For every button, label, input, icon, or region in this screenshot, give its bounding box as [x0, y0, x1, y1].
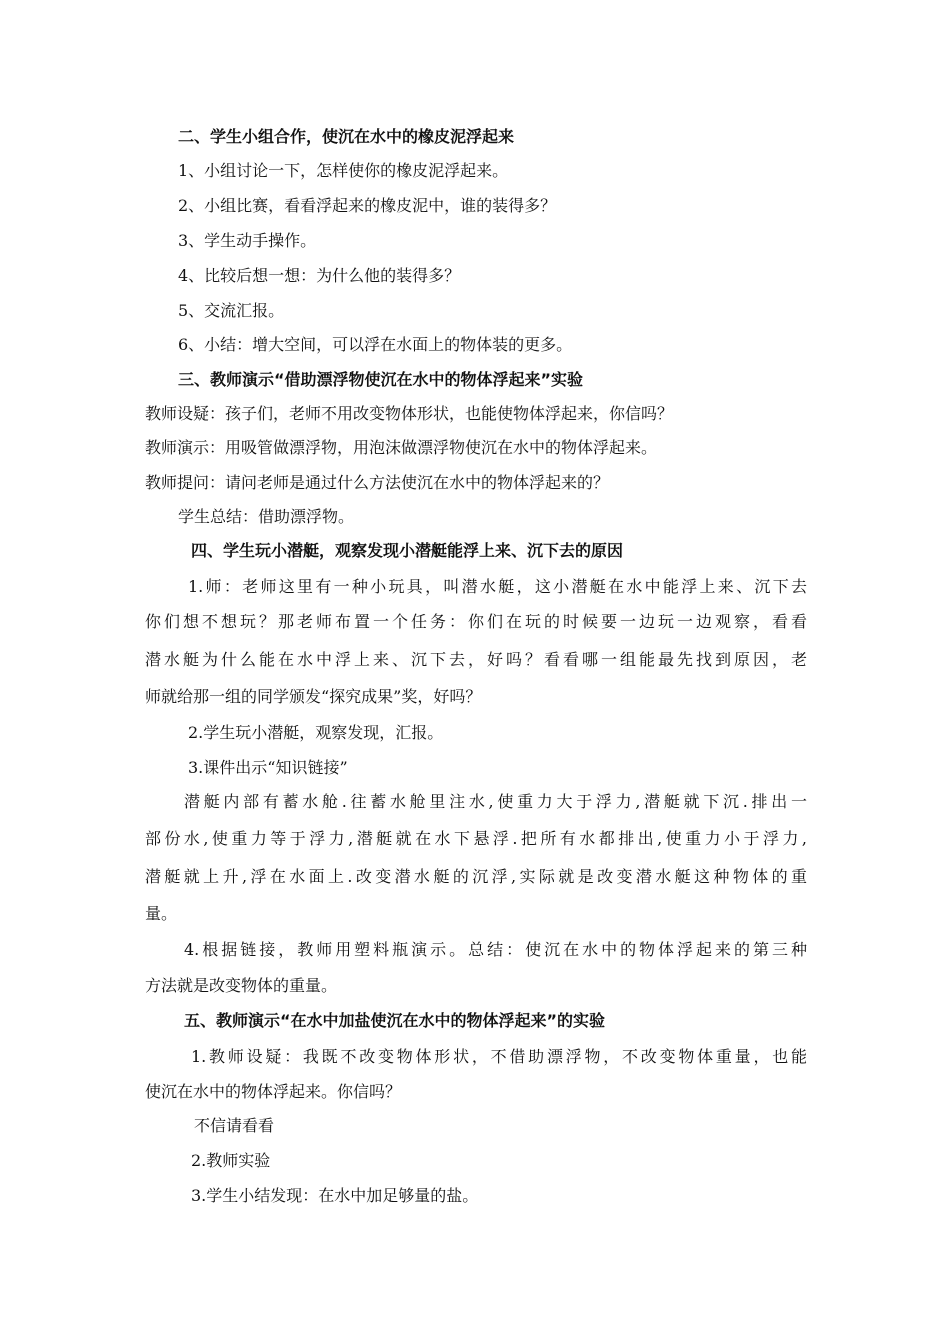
- paragraph-line: 教师演示：用吸管做漂浮物，用泡沫做漂浮物使沉在水中的物体浮起来。: [145, 438, 658, 457]
- paragraph-line: 量。: [145, 904, 178, 923]
- list-item: 2、小组比赛，看看浮起来的橡皮泥中，谁的装得多？: [178, 196, 557, 215]
- paragraph-line: 潜艇就上升,浮在水面上.改变潜水艇的沉浮,实际就是改变潜水艇这种物体的重: [145, 867, 807, 886]
- list-item: 5、交流汇报。: [178, 301, 285, 320]
- paragraph-line: 学生总结：借助漂浮物。: [178, 507, 355, 526]
- paragraph-line: 使沉在水中的物体浮起来。你信吗？: [145, 1082, 402, 1101]
- paragraph-line: 2.学生玩小潜艇，观察发现，汇报。: [188, 723, 444, 742]
- paragraph-line: 3.课件出示“知识链接”: [188, 758, 348, 777]
- paragraph-line: 教师设疑：孩子们，老师不用改变物体形状，也能使物体浮起来，你信吗？: [145, 404, 674, 423]
- list-item: 4、比较后想一想：为什么他的装得多？: [178, 266, 461, 285]
- paragraph-line: 方法就是改变物体的重量。: [145, 976, 338, 995]
- section-3-heading: 三、教师演示“借助漂浮物使沉在水中的物体浮起来”实验: [178, 370, 584, 389]
- section-4-heading: 四、学生玩小潜艇，观察发现小潜艇能浮上来、沉下去的原因: [191, 541, 624, 560]
- paragraph-line: 你们想不想玩？那老师布置一个任务：你们在玩的时候要一边玩一边观察，看看: [145, 612, 807, 631]
- list-item: 6、小结：增大空间，可以浮在水面上的物体装的更多。: [178, 335, 573, 354]
- paragraph-line: 1.师：老师这里有一种小玩具，叫潜水艇，这小潜艇在水中能浮上来、沉下去: [188, 577, 807, 596]
- paragraph-line: 3.学生小结发现：在水中加足够量的盐。: [191, 1186, 479, 1205]
- section-2-heading: 二、学生小组合作，使沉在水中的橡皮泥浮起来: [178, 127, 515, 146]
- paragraph-line: 潜水艇为什么能在水中浮上来、沉下去，好吗？看看哪一组能最先找到原因，老: [145, 650, 807, 669]
- paragraph-line: 教师提问：请问老师是通过什么方法使沉在水中的物体浮起来的？: [145, 473, 610, 492]
- paragraph-line: 师就给那一组的同学颁发“探究成果”奖，好吗？: [145, 687, 482, 706]
- paragraph-line: 1.教师设疑：我既不改变物体形状，不借助漂浮物，不改变物体重量，也能: [191, 1047, 807, 1066]
- section-5-heading: 五、教师演示“在水中加盐使沉在水中的物体浮起来”的实验: [184, 1011, 606, 1030]
- paragraph-line: 4.根据链接，教师用塑料瓶演示。总结：使沉在水中的物体浮起来的第三种: [184, 940, 807, 959]
- paragraph-line: 不信请看看: [194, 1116, 275, 1135]
- paragraph-line: 部份水,使重力等于浮力,潜艇就在水下悬浮.把所有水都排出,使重力小于浮力,: [145, 829, 807, 848]
- list-item: 1、小组讨论一下，怎样使你的橡皮泥浮起来。: [178, 161, 509, 180]
- list-item: 3、学生动手操作。: [178, 231, 317, 250]
- paragraph-line: 潜艇内部有蓄水舱.往蓄水舱里注水,使重力大于浮力,潜艇就下沉.排出一: [184, 792, 807, 811]
- paragraph-line: 2.教师实验: [191, 1151, 271, 1170]
